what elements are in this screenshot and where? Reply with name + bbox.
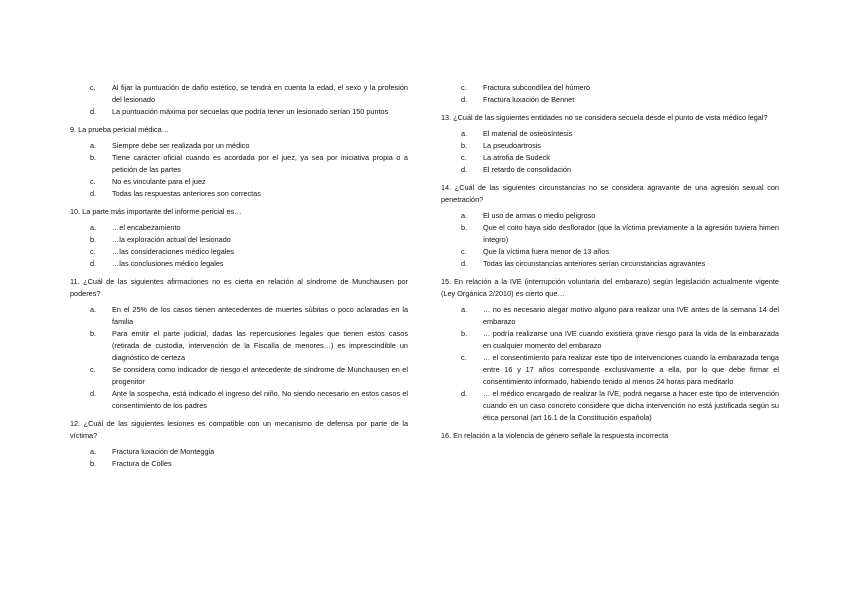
question-text: 14. ¿Cuál de las siguientes circunstancias no se considera agravante de una agresión sexual con penetración?	[441, 183, 779, 204]
option-letter: d.	[461, 95, 468, 104]
option-letter: d.	[461, 165, 468, 174]
answer-option	[441, 246, 779, 258]
question	[441, 276, 779, 424]
answer-option	[441, 128, 779, 140]
option-text: El material de osteosíntesis	[483, 129, 573, 138]
question-text: 12. ¿Cuál de las siguientes lesiones es compatible con un mecanismo de defensa por parte de la víctima?	[70, 419, 408, 440]
option-text: Tiene carácter oficial cuando es acordada por el juez, ya sea por iniciativa propia o a petición de las partes	[112, 153, 408, 174]
option-text: El uso de armas o medio peligroso	[483, 211, 596, 220]
answer-option	[70, 328, 408, 364]
option-text: …las consideraciones médico legales	[112, 247, 235, 256]
answer-options-list	[70, 222, 408, 270]
option-text: La pseudoartrosis	[483, 141, 542, 150]
option-letter: b.	[90, 235, 97, 244]
answer-options-list	[441, 128, 779, 176]
option-letter: d.	[90, 259, 97, 268]
answer-option	[441, 388, 779, 424]
option-letter: b.	[90, 459, 97, 468]
option-text: Siempre debe ser realizada por un médico	[112, 141, 250, 150]
option-letter: c.	[461, 353, 467, 362]
option-letter: d.	[461, 389, 468, 398]
question-text: 11. ¿Cuál de las siguientes afirmaciones no es cierta en relación al síndrome de Munchausen por poderes?	[70, 277, 408, 298]
option-text: … podría realizarse una IVE cuando existiera grave riesgo para la vida de la embarazada en cualquier momento del embarazo	[483, 329, 779, 350]
answer-option	[441, 152, 779, 164]
option-letter: d.	[90, 389, 97, 398]
option-text: Que el coito haya sido desflorador (que la víctima previamente a la agresión tuviera himen íntegro)	[483, 223, 779, 244]
option-text: Al fijar la puntuación de daño estético, se tendrá en cuenta la edad, el sexo y la profesión del lesionado	[112, 83, 408, 104]
option-letter: b.	[461, 141, 468, 150]
question	[441, 112, 779, 176]
option-text: No es vinculante para el juez	[112, 177, 206, 186]
answer-option	[70, 246, 408, 258]
option-text: …el encabezamiento	[112, 223, 181, 232]
continued-options-list	[441, 82, 779, 106]
answer-option	[441, 352, 779, 388]
option-text: Para emitir el parte judicial, dadas las repercusiones legales que tienen estos casos (retirada de custodia, intervención de la Fiscalía de menores…) es imprescindible un diagnóstico de certeza	[112, 329, 408, 362]
answer-option	[70, 458, 408, 470]
answer-option	[441, 210, 779, 222]
option-letter: d.	[90, 107, 97, 116]
answer-option	[70, 188, 408, 200]
option-letter: b.	[90, 329, 97, 338]
answer-option	[441, 258, 779, 270]
question	[70, 124, 408, 200]
option-letter: a.	[461, 129, 468, 138]
option-text: Se considera como indicador de riesgo el antecedente de síndrome de Munchausen en el progenitor	[112, 365, 408, 386]
answer-option	[441, 304, 779, 328]
answer-option	[441, 164, 779, 176]
answer-option	[70, 82, 408, 106]
option-letter: c.	[461, 83, 467, 92]
answer-option	[441, 222, 779, 246]
option-letter: d.	[461, 259, 468, 268]
answer-option	[70, 446, 408, 458]
option-letter: b.	[461, 329, 468, 338]
option-letter: c.	[90, 365, 96, 374]
option-text: La puntuación máxima por secuelas que podría tener un lesionado serían 150 puntos	[112, 107, 389, 116]
option-letter: c.	[90, 83, 96, 92]
question-text: 15. En relación a la IVE (interrupción voluntaria del embarazo) según legislación actualmente vigente (Ley Orgánica 2/2010) es cierto que…	[441, 277, 779, 298]
option-letter: a.	[90, 305, 97, 314]
answer-options-list	[70, 446, 408, 470]
answer-option	[441, 140, 779, 152]
question-text: 13. ¿Cuál de las siguientes entidades no se considera secuela desde el punto de vista médico legal?	[441, 113, 768, 122]
answer-option	[70, 140, 408, 152]
question-text: 10. La parte más importante del informe pericial es…	[70, 207, 242, 216]
answer-option	[441, 94, 779, 106]
option-text: Fractura luxación de Monteggia	[112, 447, 215, 456]
question-text: 9. La prueba pericial médica…	[70, 125, 169, 134]
option-text: Fractura luxación de Bennet	[483, 95, 575, 104]
answer-options-list	[70, 304, 408, 412]
option-letter: b.	[90, 153, 97, 162]
answer-option	[70, 258, 408, 270]
option-text: La atrofia de Sudeck	[483, 153, 550, 162]
question	[70, 418, 408, 470]
answer-option	[70, 304, 408, 328]
option-text: …la exploración actual del lesionado	[112, 235, 231, 244]
option-letter: d.	[90, 189, 97, 198]
option-letter: a.	[461, 211, 468, 220]
answer-option	[70, 364, 408, 388]
option-text: Fractura de Colles	[112, 459, 172, 468]
option-letter: c.	[461, 153, 467, 162]
answer-option	[70, 176, 408, 188]
option-letter: c.	[461, 247, 467, 256]
answer-option	[70, 222, 408, 234]
option-letter: b.	[461, 223, 468, 232]
answer-option	[70, 388, 408, 412]
answer-options-list	[441, 304, 779, 424]
option-letter: a.	[90, 223, 97, 232]
option-text: … no es necesario alegar motivo alguno para realizar una IVE antes de la semana 14 del embarazo	[483, 305, 779, 326]
option-text: Todas las circunstancias anteriores serían circunstancias agravantes	[483, 259, 706, 268]
option-letter: a.	[90, 447, 97, 456]
option-letter: c.	[90, 177, 96, 186]
answer-option	[441, 328, 779, 352]
option-text: El retardo de consolidación	[483, 165, 572, 174]
option-text: Fractura subcondílea del húmero	[483, 83, 591, 92]
question-text: 16. En relación a la violencia de género señale la respuesta incorrecta	[441, 431, 669, 440]
option-text: Todas las respuestas anteriores son correctas	[112, 189, 261, 198]
right-column	[441, 82, 779, 446]
option-letter: a.	[90, 141, 97, 150]
answer-options-list	[441, 210, 779, 270]
question	[441, 430, 779, 442]
option-text: … el consentimiento para realizar este tipo de intervenciones cuando la embarazada tenga entre 16 y 17 años corresponde exclusivamente a ella, por lo que debe firmar el consentimiento informado, habiendo tenido al menos 24 horas para meditarlo	[483, 353, 779, 386]
option-text: … el médico encargado de realizar la IVE, podrá negarse a hacer este tipo de intervención cuando en un caso concreto considere que dicha intervención no está justificada según su ética personal (art 16.1 de la Constitución española)	[483, 389, 779, 422]
question	[441, 182, 779, 270]
option-text: En el 25% de los casos tienen antecedentes de muertes súbitas o poco aclaradas en la familia	[112, 305, 408, 326]
option-text: …las conclusiones médico legales	[112, 259, 224, 268]
option-letter: a.	[461, 305, 468, 314]
answer-option	[70, 152, 408, 176]
answer-option	[70, 106, 408, 118]
question	[70, 206, 408, 270]
left-column	[70, 82, 408, 476]
answer-options-list	[70, 140, 408, 200]
answer-option	[70, 234, 408, 246]
continued-options-list	[70, 82, 408, 118]
option-letter: c.	[90, 247, 96, 256]
option-text: Que la víctima fuera menor de 13 años	[483, 247, 610, 256]
answer-option	[441, 82, 779, 94]
question	[70, 276, 408, 412]
option-text: Ante la sospecha, está indicado el ingreso del niño. No siendo necesario en estos casos el consentimiento de los padres	[112, 389, 408, 410]
